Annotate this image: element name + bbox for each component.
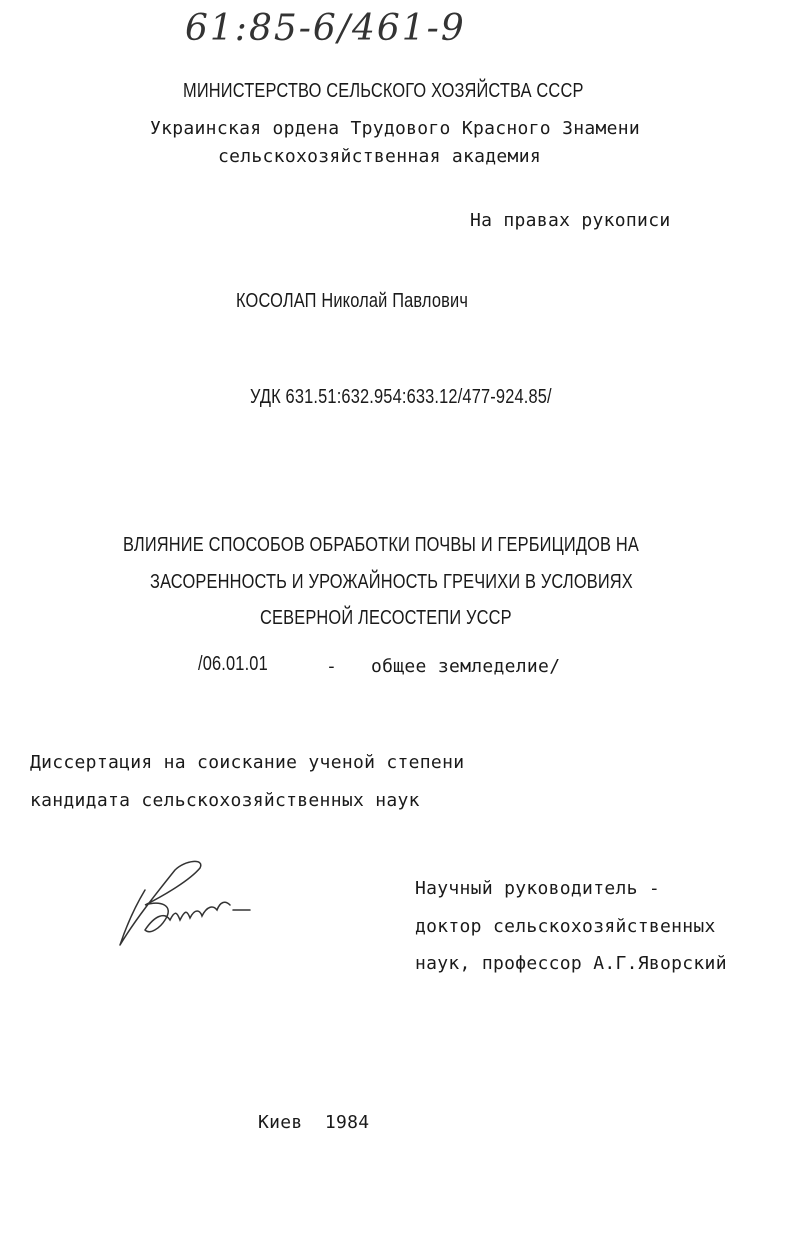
handwritten-archive-code: 61:85-6/461-9 [185,8,466,49]
academy-line-2: сельскохозяйственная академия [218,146,541,167]
academy-line-1: Украинская ордена Трудового Красного Знамени [150,118,641,139]
advisor-line-3: наук, профессор А.Г.Яворский [415,953,727,974]
ministry-heading: МИНИСТЕРСТВО СЕЛЬСКОГО ХОЗЯЙСТВА СССР [183,80,584,102]
title-line-2: ЗАСОРЕННОСТЬ И УРОЖАЙНОСТЬ ГРЕЧИХИ В УСЛОВИЯХ [150,571,633,593]
title-line-1: ВЛИЯНИЕ СПОСОБОВ ОБРАБОТКИ ПОЧВЫ И ГЕРБИЦИДОВ НА [123,534,639,556]
title-line-3: СЕВЕРНОЙ ЛЕСОСТЕПИ УССР [260,607,512,629]
advisor-line-1: Научный руководитель - [415,878,661,899]
city-year: Киев 1984 [258,1112,370,1133]
manuscript-rights: На правах рукописи [470,210,671,231]
signature-image [105,850,255,955]
dissertation-line-2: кандидата сельскохозяйственных наук [30,790,420,811]
specialty-code: /06.01.01 [198,653,268,675]
advisor-line-2: доктор сельскохозяйственных [415,916,716,937]
specialty-name: общее земледелие/ [371,656,561,677]
dissertation-line-1: Диссертация на соискание ученой степени [30,752,465,773]
author-name: КОСОЛАП Николай Павлович [236,290,469,312]
specialty-dash: - [326,656,338,677]
udk-code: УДК 631.51:632.954:633.12/477-924.85/ [250,386,552,408]
